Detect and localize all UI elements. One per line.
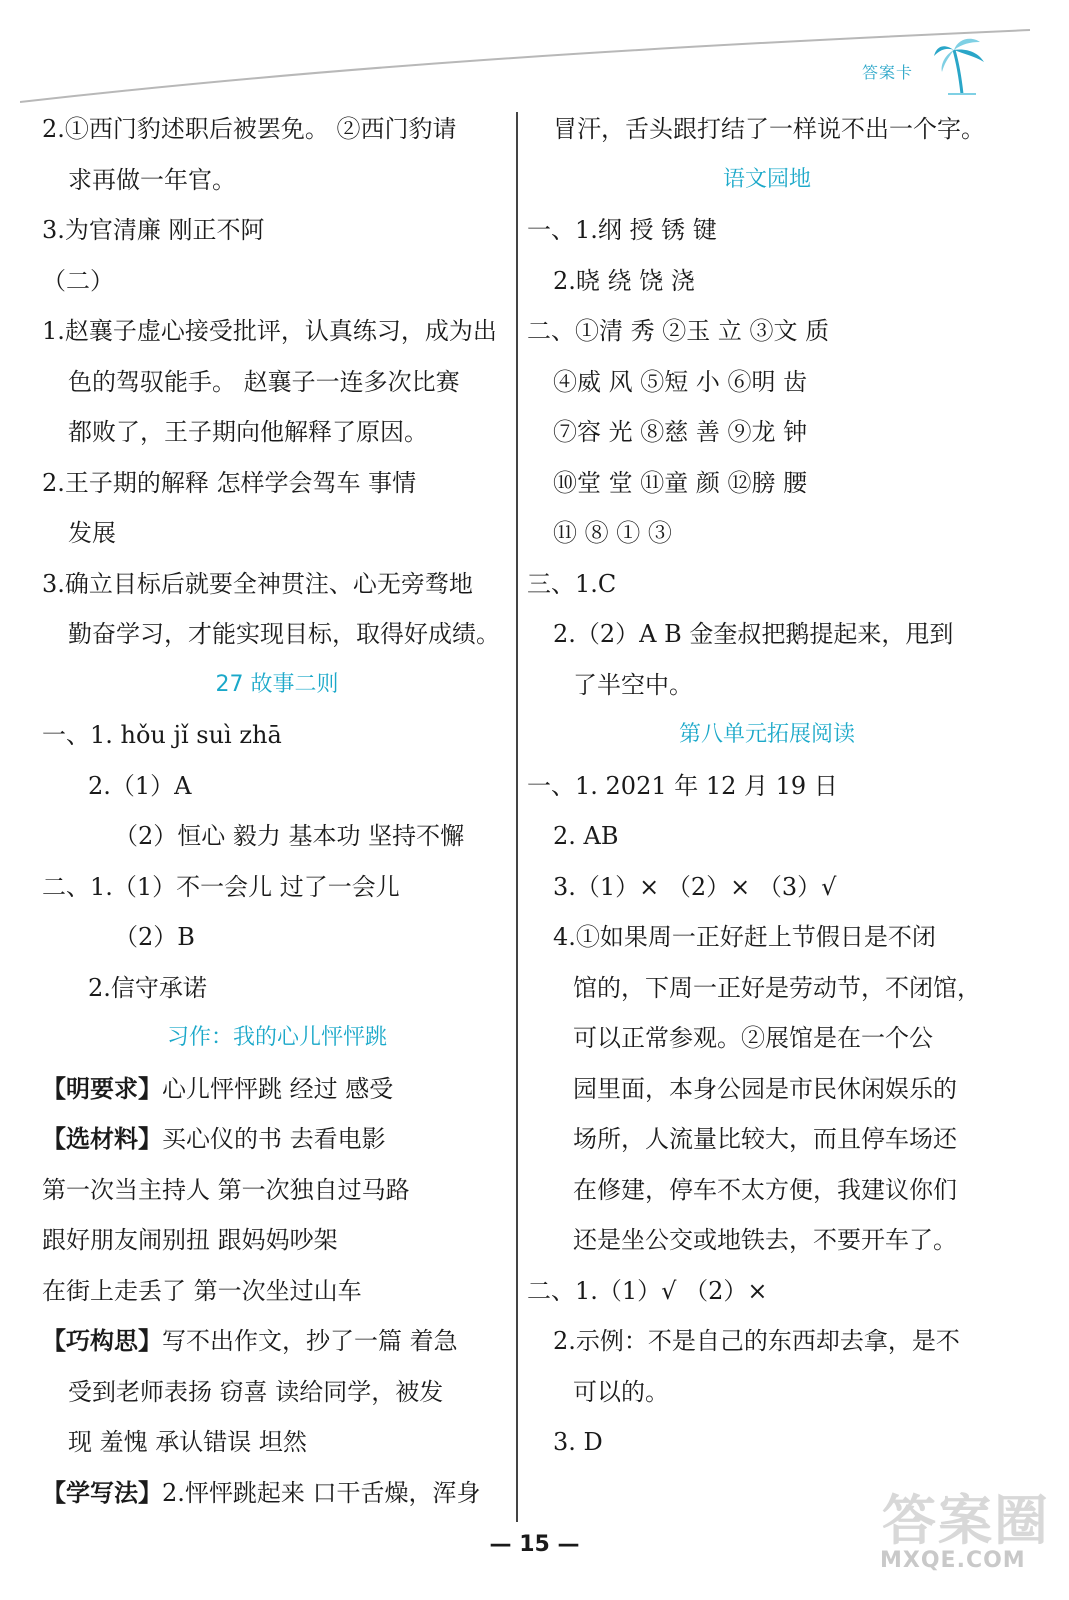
answer-text: 在修建，停车不太方便，我建议你们 xyxy=(573,1175,957,1204)
answer-line xyxy=(527,1367,1007,1418)
answer-text: ⑩堂 堂 ⑪童 颜 ⑫膀 腰 xyxy=(553,468,808,497)
answer-text: （2）恒心 毅力 基本功 坚持不懈 xyxy=(114,822,465,850)
answer-text: 园里面，本身公园是市民休闲娱乐的 xyxy=(573,1074,957,1103)
answer-text: 色的驾驭能手。 赵襄子一连多次比赛 xyxy=(68,367,460,396)
answer-text: 2.（2）A B 金奎叔把鹅提起来，甩到 xyxy=(553,620,954,648)
answer-label: 【学写法】 xyxy=(42,1478,162,1507)
answer-line xyxy=(42,1064,512,1115)
answer-line xyxy=(527,963,1007,1014)
answer-label: 【明要求】 xyxy=(42,1074,162,1103)
answer-line xyxy=(527,458,1007,509)
section-title xyxy=(527,710,1007,761)
left-column xyxy=(42,104,512,1518)
answer-line xyxy=(42,1266,512,1317)
answer-text: 2.（1）A xyxy=(88,771,192,800)
answer-text: 心儿怦怦跳 经过 感受 xyxy=(162,1074,394,1103)
answer-line xyxy=(42,1417,512,1468)
answer-text: 场所，人流量比较大，而且停车场还 xyxy=(573,1125,957,1153)
answer-line xyxy=(527,256,1007,307)
answer-text: 跟好朋友闹别扭 跟妈妈吵架 xyxy=(42,1226,338,1254)
answer-line xyxy=(527,660,1007,711)
answer-line xyxy=(527,761,1007,812)
answer-text: 习作：我的心儿怦怦跳 xyxy=(166,1025,387,1050)
answer-text: 第八单元拓展阅读 xyxy=(678,722,855,747)
answer-line xyxy=(42,104,512,155)
answer-line xyxy=(527,609,1007,660)
answer-line xyxy=(42,963,512,1014)
answer-line xyxy=(42,1468,512,1519)
answer-line xyxy=(527,912,1007,963)
answer-text: ⑦容 光 ⑧慈 善 ⑨龙 钟 xyxy=(553,418,808,446)
answer-text: 2. AB xyxy=(553,822,619,850)
answer-text: 买心仪的书 去看电影 xyxy=(162,1125,386,1153)
section-title xyxy=(42,660,512,711)
answer-text: 写不出作文，抄了一篇 着急 xyxy=(162,1327,458,1355)
right-column xyxy=(527,104,1007,1468)
answer-text: 冒汗，舌头跟打结了一样说不出一个字。 xyxy=(553,115,985,143)
answer-text: 二、1.（1）√ （2）× xyxy=(527,1276,768,1305)
answer-text: 2.晓 绕 饶 浇 xyxy=(553,266,695,295)
answer-line xyxy=(42,1114,512,1165)
answer-line xyxy=(42,862,512,913)
answer-text: 3.为官清廉 刚正不阿 xyxy=(42,216,265,244)
answer-text: 还是坐公交或地铁去，不要开车了。 xyxy=(573,1226,957,1254)
answer-line xyxy=(527,1417,1007,1468)
answer-text: 1.赵襄子虚心接受批评，认真练习，成为出 xyxy=(42,317,497,345)
answer-text: 3. D xyxy=(553,1428,603,1456)
answer-line xyxy=(527,1165,1007,1216)
column-divider xyxy=(516,112,518,1522)
answer-text: 二、1.（1）不一会儿 过了一会儿 xyxy=(42,872,400,901)
answer-text: 2.怦怦跳起来 口干舌燥，浑身 xyxy=(162,1478,481,1507)
answer-line xyxy=(42,559,512,610)
answer-line xyxy=(42,155,512,206)
answer-text: 一、1.纲 授 锈 键 xyxy=(527,216,717,244)
answer-line xyxy=(527,407,1007,458)
header-label: 答案卡 xyxy=(862,63,914,82)
answer-line xyxy=(42,407,512,458)
answer-line xyxy=(527,1114,1007,1165)
answer-line xyxy=(527,1013,1007,1064)
page-number: — 15 — xyxy=(489,1532,580,1557)
answer-line xyxy=(42,1367,512,1418)
answer-label: 【巧构思】 xyxy=(42,1327,162,1355)
palm-tree-icon xyxy=(932,36,992,96)
answer-text: 可以正常参观。②展馆是在一个公 xyxy=(573,1024,933,1052)
answer-text: （2）B xyxy=(114,923,195,951)
answer-line xyxy=(42,811,512,862)
answer-text: 现 羞愧 承认错误 坦然 xyxy=(68,1428,307,1456)
answer-text: 馆的，下周一正好是劳动节，不闭馆， xyxy=(573,973,981,1002)
answer-text: 了半空中。 xyxy=(573,670,693,699)
answer-line xyxy=(42,458,512,509)
answer-line xyxy=(527,357,1007,408)
answer-text: 第一次当主持人 第一次独自过马路 xyxy=(42,1175,410,1204)
answer-text: 3.（1）× （2）× （3）√ xyxy=(553,872,837,901)
answer-text: 可以的。 xyxy=(573,1377,669,1406)
answer-text: 4.①如果周一正好赶上节假日是不闭 xyxy=(553,923,936,951)
answer-text: 语文园地 xyxy=(722,166,811,192)
answer-text: 2.①西门豹述职后被罢免。 ②西门豹请 xyxy=(42,115,457,143)
answer-text: 三、1.C xyxy=(527,569,617,598)
watermark-logo: 答案圈 xyxy=(882,1489,1050,1552)
answer-text: 27 故事二则 xyxy=(215,671,339,697)
answer-line xyxy=(527,205,1007,256)
answer-text: 2.王子期的解释 怎样学会驾车 事情 xyxy=(42,468,417,497)
answer-label: 【选材料】 xyxy=(42,1125,162,1153)
answer-text: 一、1. 2021 年 12 月 19 日 xyxy=(527,771,838,800)
answer-line xyxy=(42,912,512,963)
answer-line xyxy=(527,811,1007,862)
answer-line xyxy=(527,104,1007,155)
answer-line xyxy=(527,1316,1007,1367)
answer-line xyxy=(42,609,512,660)
answer-text: 2.信守承诺 xyxy=(88,973,207,1002)
answer-line xyxy=(527,1266,1007,1317)
answer-line xyxy=(42,710,512,761)
watermark-text: MXQE.COM xyxy=(880,1548,1026,1573)
answer-text: 二、①清 秀 ②玉 立 ③文 质 xyxy=(527,317,830,345)
section-title xyxy=(42,1013,512,1064)
answer-line xyxy=(527,1215,1007,1266)
answer-line xyxy=(42,1316,512,1367)
answer-line xyxy=(42,1165,512,1216)
answer-text: ④威 风 ⑤短 小 ⑥明 齿 xyxy=(553,367,808,396)
answer-line xyxy=(527,559,1007,610)
answer-line xyxy=(42,508,512,559)
answer-text: 求再做一年官。 xyxy=(68,165,236,194)
answer-line xyxy=(527,508,1007,559)
answer-text: 发展 xyxy=(68,519,116,547)
answer-text: 勤奋学习，才能实现目标，取得好成绩。 xyxy=(68,620,500,648)
answer-text: （二） xyxy=(42,266,114,295)
answer-line xyxy=(527,862,1007,913)
answer-text: ⑪ ⑧ ① ③ xyxy=(553,519,672,547)
answer-text: 2.示例：不是自己的东西却去拿，是不 xyxy=(553,1327,960,1355)
answer-line xyxy=(42,761,512,812)
answer-text: 一、1. hǒu jǐ suì zhā xyxy=(42,721,282,749)
answer-line xyxy=(42,205,512,256)
answer-text: 3.确立目标后就要全神贯注、心无旁骛地 xyxy=(42,569,473,598)
answer-text: 在街上走丢了 第一次坐过山车 xyxy=(42,1276,362,1305)
answer-line xyxy=(42,357,512,408)
answer-text: 受到老师表扬 窃喜 读给同学，被发 xyxy=(68,1377,444,1406)
answer-line xyxy=(527,306,1007,357)
answer-line xyxy=(527,1064,1007,1115)
section-title xyxy=(527,155,1007,206)
answer-line xyxy=(42,1215,512,1266)
answer-line xyxy=(42,306,512,357)
answer-text: 都败了，王子期向他解释了原因。 xyxy=(68,418,428,446)
answer-line xyxy=(42,256,512,307)
